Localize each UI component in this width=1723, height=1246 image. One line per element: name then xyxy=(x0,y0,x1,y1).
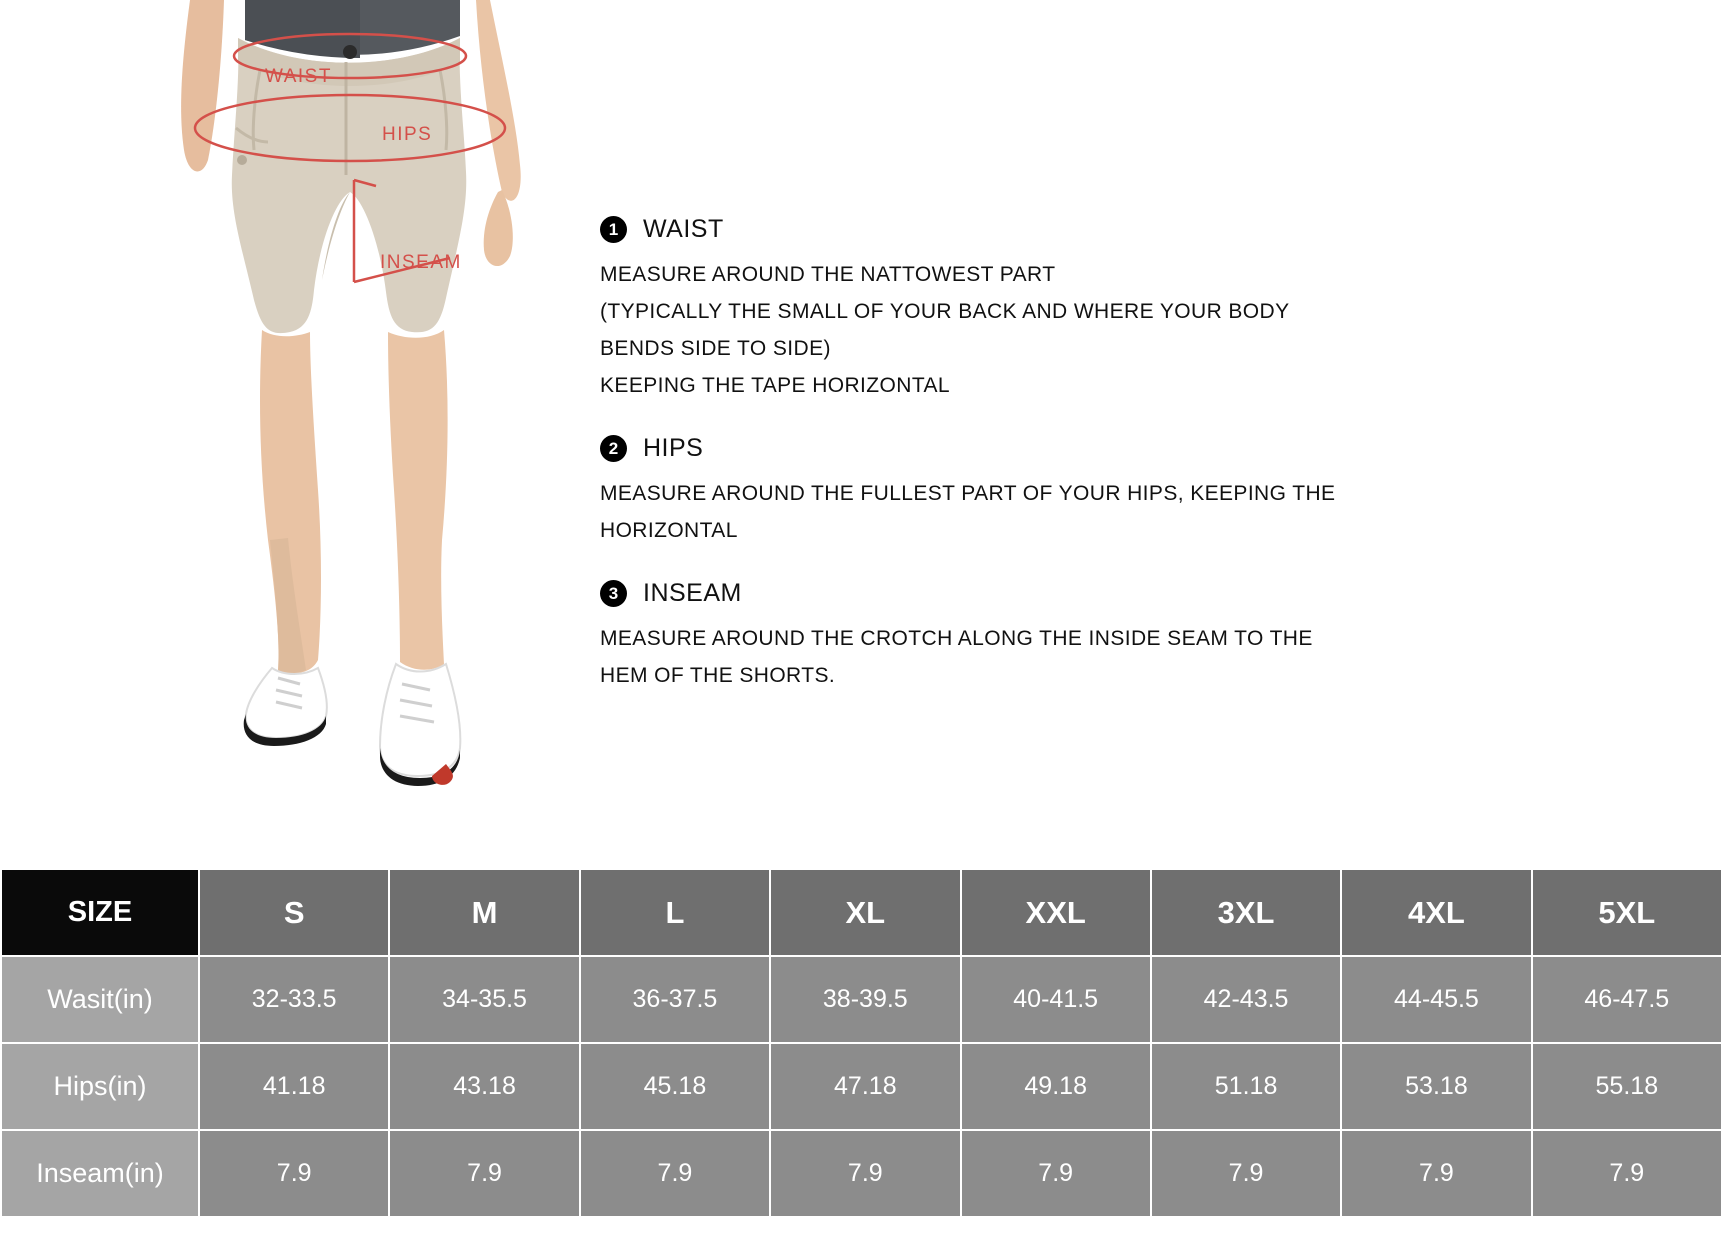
instruction-line: KEEPING THE TAPE HORIZONTAL xyxy=(600,374,950,397)
inseam-guide-label: INSEAM xyxy=(380,252,462,273)
hips-guide-label: HIPS xyxy=(382,124,433,145)
measurement-instructions xyxy=(600,215,1460,724)
size-chart-table xyxy=(0,868,1723,1218)
instruction-block-waist xyxy=(600,215,1460,404)
step-number-badge: 3 xyxy=(600,580,627,607)
table-cell: 38-39.5 xyxy=(770,956,960,1043)
waist-guide-label: WAIST xyxy=(265,66,332,87)
table-cell: 32-33.5 xyxy=(199,956,389,1043)
table-cell: 47.18 xyxy=(770,1043,960,1130)
table-row xyxy=(1,1130,1722,1217)
table-cell: 7.9 xyxy=(389,1130,579,1217)
table-cell: 45.18 xyxy=(580,1043,770,1130)
table-header-row xyxy=(1,869,1722,956)
size-header-cell: M xyxy=(389,869,579,956)
right-leg xyxy=(388,330,448,670)
table-cell: 7.9 xyxy=(1532,1130,1722,1217)
pocket-snap xyxy=(237,155,247,165)
table-row xyxy=(1,956,1722,1043)
table-cell: 46-47.5 xyxy=(1532,956,1722,1043)
model-figure-svg xyxy=(150,0,570,800)
instruction-line: BENDS SIDE TO SIDE) xyxy=(600,337,831,360)
instruction-line: HORIZONTAL xyxy=(600,519,738,542)
instruction-block-inseam xyxy=(600,579,1460,694)
table-cell: 34-35.5 xyxy=(389,956,579,1043)
table-cell: 36-37.5 xyxy=(580,956,770,1043)
instruction-line: MEASURE AROUND THE CROTCH ALONG THE INSIDE SEAM TO THE xyxy=(600,627,1313,650)
table-cell: 7.9 xyxy=(580,1130,770,1217)
table-cell: 55.18 xyxy=(1532,1043,1722,1130)
table-cell: 7.9 xyxy=(199,1130,389,1217)
table-cell: 51.18 xyxy=(1151,1043,1341,1130)
table-cell: 40-41.5 xyxy=(961,956,1151,1043)
size-header-cell: 5XL xyxy=(1532,869,1722,956)
size-header-cell: XXL xyxy=(961,869,1151,956)
table-cell: 42-43.5 xyxy=(1151,956,1341,1043)
table-row xyxy=(1,1043,1722,1130)
size-header-cell: 3XL xyxy=(1151,869,1341,956)
instruction-line: HEM OF THE SHORTS. xyxy=(600,664,836,687)
row-label: Wasit(in) xyxy=(1,956,199,1043)
step-number-badge: 1 xyxy=(600,216,627,243)
instruction-line: (TYPICALLY THE SMALL OF YOUR BACK AND WHERE YOUR BODY xyxy=(600,300,1290,323)
instruction-line: MEASURE AROUND THE FULLEST PART OF YOUR HIPS, KEEPING THE xyxy=(600,482,1336,505)
table-cell: 7.9 xyxy=(961,1130,1151,1217)
instruction-block-hips xyxy=(600,434,1460,549)
size-header-cell: XL xyxy=(770,869,960,956)
right-hand xyxy=(484,190,513,266)
step-number-badge: 2 xyxy=(600,435,627,462)
instruction-title: HIPS xyxy=(643,434,704,462)
instruction-title: INSEAM xyxy=(643,579,742,607)
instruction-heading xyxy=(600,215,1460,244)
table-cell: 53.18 xyxy=(1341,1043,1531,1130)
size-header-cell: 4XL xyxy=(1341,869,1531,956)
table-cell: 44-45.5 xyxy=(1341,956,1531,1043)
row-label: Inseam(in) xyxy=(1,1130,199,1217)
right-arm xyxy=(476,0,521,201)
table-cell: 41.18 xyxy=(199,1043,389,1130)
table-cell: 7.9 xyxy=(770,1130,960,1217)
size-header-cell: S xyxy=(199,869,389,956)
table-cell: 7.9 xyxy=(1151,1130,1341,1217)
instruction-line: MEASURE AROUND THE NATTOWEST PART xyxy=(600,263,1056,286)
table-cell: 49.18 xyxy=(961,1043,1151,1130)
instruction-heading xyxy=(600,434,1460,463)
size-header-cell: L xyxy=(580,869,770,956)
table-cell: 7.9 xyxy=(1341,1130,1531,1217)
instruction-title: WAIST xyxy=(643,215,724,243)
size-corner-label: SIZE xyxy=(1,869,199,956)
button xyxy=(343,45,357,59)
size-guide-illustration xyxy=(150,0,570,800)
instruction-heading xyxy=(600,579,1460,608)
table-cell: 43.18 xyxy=(389,1043,579,1130)
row-label: Hips(in) xyxy=(1,1043,199,1130)
